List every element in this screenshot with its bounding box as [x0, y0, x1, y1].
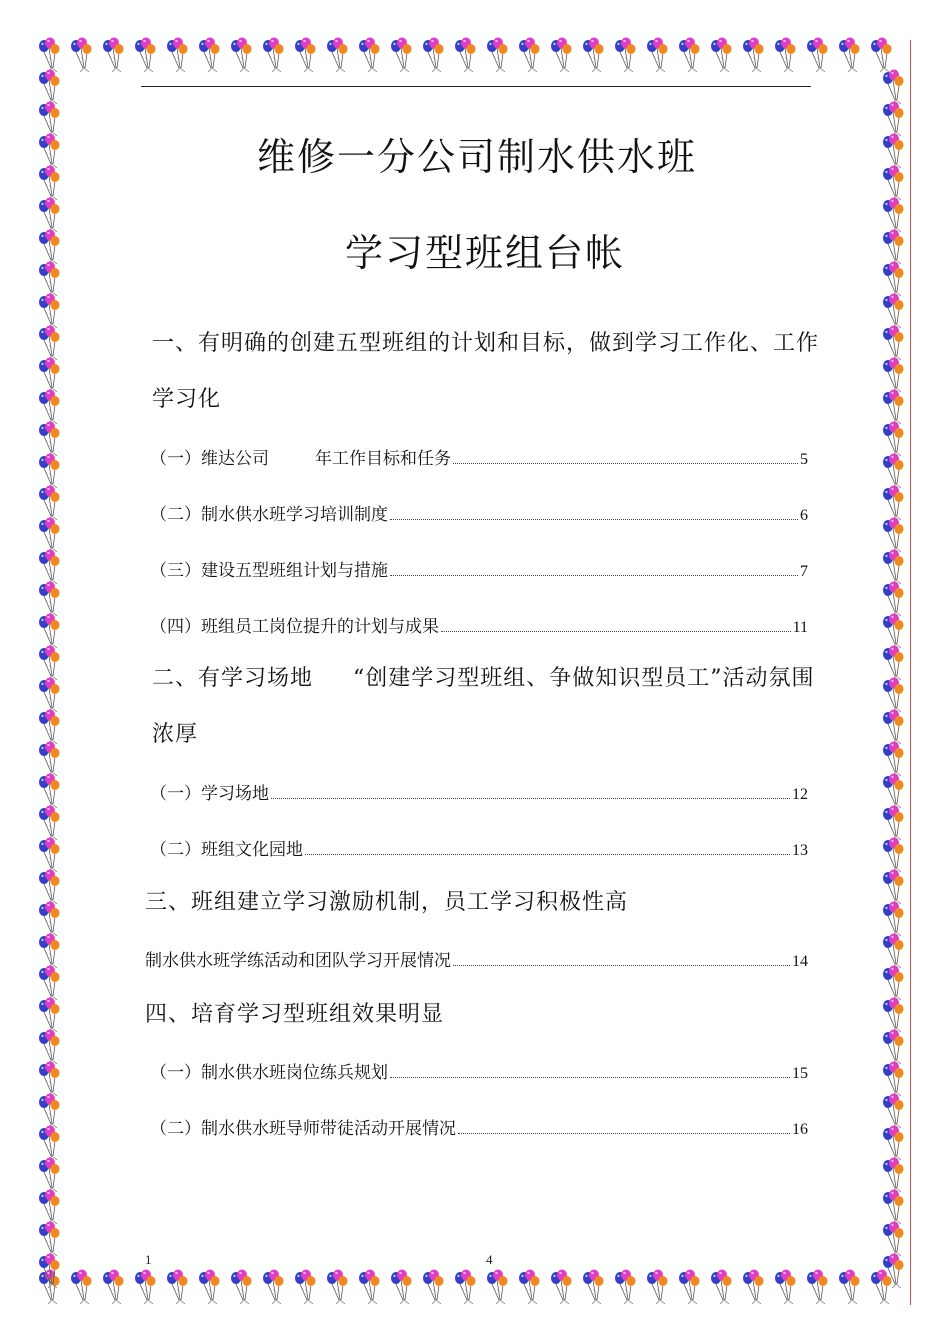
- toc-leader-dots: [390, 1076, 790, 1078]
- toc-page-number: 7: [800, 563, 808, 580]
- document-title-line2: 学习型班组台帐: [344, 231, 625, 275]
- toc-entry[interactable]: [150, 613, 808, 637]
- toc-label: （一）维达公司: [150, 449, 269, 469]
- section-heading-4: 四、培育学习型班组效果明显: [145, 1002, 445, 1027]
- toc-label: （二）制水供水班导师带徒活动开展情况: [150, 1119, 456, 1139]
- section-heading-1-cont: 学习化: [152, 387, 222, 412]
- toc-label: （一）学习场地: [150, 784, 269, 804]
- toc-leader-dots: [305, 853, 790, 855]
- toc-page-number: 14: [792, 953, 808, 970]
- toc-leader-dots: [453, 462, 798, 464]
- toc-leader-dots: [271, 797, 790, 799]
- footer-page-center: 4: [486, 1252, 493, 1267]
- toc-entry[interactable]: [150, 836, 808, 860]
- toc-entry[interactable]: [150, 557, 808, 581]
- section-heading-2-text: 二、有学习场地: [152, 666, 314, 691]
- section-heading-2: [152, 661, 815, 692]
- toc-entry[interactable]: [145, 947, 808, 971]
- section-heading-2-cont: 浓厚: [152, 722, 199, 747]
- section-heading-2-text-cont: “创建学习型班组、争做知识型员工”活动氛围: [353, 666, 815, 691]
- toc-label: （二）制水供水班学习培训制度: [150, 505, 388, 525]
- toc-label: （一）制水供水班岗位练兵规划: [150, 1063, 388, 1083]
- document-title-line1: 维修一分公司制水供水班: [256, 135, 697, 179]
- toc-label: （二）班组文化园地: [150, 840, 303, 860]
- section-heading-1: [152, 326, 819, 357]
- toc-label: 制水供水班学练活动和团队学习开展情况: [145, 951, 451, 971]
- toc-leader-dots: [441, 630, 791, 632]
- toc-page-number: 12: [792, 786, 808, 803]
- toc-label-cont: 年工作目标和任务: [315, 449, 451, 469]
- toc-label: （三）建设五型班组计划与措施: [150, 561, 388, 581]
- toc-page-number: 5: [800, 451, 808, 468]
- toc-page-number: 16: [792, 1121, 808, 1138]
- toc-entry[interactable]: [150, 1059, 808, 1083]
- toc-page-number: 6: [800, 507, 808, 524]
- section-heading-3: 三、班组建立学习激励机制，员工学习积极性高: [145, 890, 629, 915]
- toc-entry[interactable]: [150, 780, 808, 804]
- toc-entry[interactable]: [150, 501, 808, 525]
- toc-leader-dots: [458, 1132, 790, 1134]
- toc-leader-dots: [453, 964, 790, 966]
- toc-label: （四）班组员工岗位提升的计划与成果: [150, 617, 439, 637]
- toc-entry[interactable]: [150, 1115, 808, 1139]
- toc-page-number: 13: [792, 842, 808, 859]
- toc-leader-dots: [390, 518, 798, 520]
- toc-entry[interactable]: [150, 445, 808, 469]
- toc-page-number: 11: [792, 619, 808, 636]
- footer-page-left: 1: [145, 1252, 152, 1267]
- toc-leader-dots: [390, 574, 798, 576]
- section-heading-1-text: 一、有明确的创建五型班组的计划和目标，做到学习工作化、工作: [152, 331, 820, 356]
- header-rule: [141, 86, 811, 87]
- toc-page-number: 15: [792, 1065, 808, 1082]
